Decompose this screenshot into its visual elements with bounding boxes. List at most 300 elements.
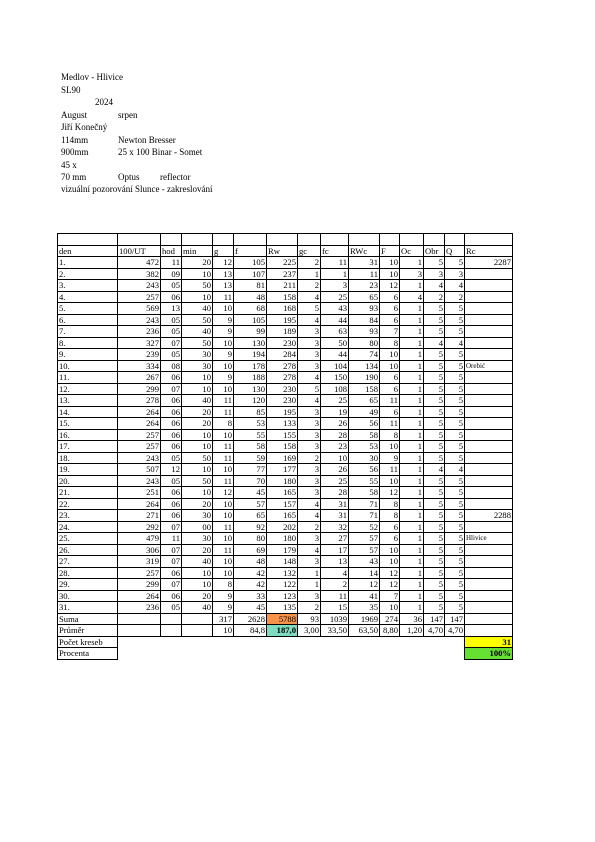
table-cell: 10	[380, 349, 400, 361]
table-cell: 11.	[58, 372, 118, 384]
table-cell: 26	[321, 464, 349, 476]
year-text: 2024	[95, 97, 113, 107]
table-cell: 5	[424, 579, 445, 591]
table-cell: 1	[400, 418, 424, 430]
table-cell: 1	[400, 349, 424, 361]
table-cell: 2287	[465, 257, 513, 269]
table-cell: 12.	[58, 383, 118, 395]
table-row	[58, 590, 513, 602]
table-cell: 11	[213, 452, 234, 464]
table-cell: 06	[161, 590, 182, 602]
table-row	[58, 441, 513, 453]
table-cell: 07	[161, 544, 182, 556]
table-cell: 48	[234, 556, 267, 568]
suma-cell: 93	[298, 613, 321, 625]
table-cell: 472	[118, 257, 161, 269]
table-cell: 1	[400, 452, 424, 464]
table-row	[58, 406, 513, 418]
table-cell: 104	[321, 360, 349, 372]
table-cell: 6	[380, 383, 400, 395]
table-cell: 22.	[58, 498, 118, 510]
table-cell: 20	[182, 257, 213, 269]
blank-cell	[234, 234, 267, 246]
table-cell: 8	[213, 418, 234, 430]
table-cell: 6	[380, 533, 400, 545]
table-header-row	[58, 245, 513, 257]
table-cell: 5	[445, 303, 465, 315]
table-cell: 10	[182, 372, 213, 384]
table-cell: 6	[380, 291, 400, 303]
table-cell: 5	[445, 452, 465, 464]
table-cell: 25	[321, 475, 349, 487]
table-cell	[465, 383, 513, 395]
table-cell: 1	[400, 556, 424, 568]
table-cell: 239	[118, 349, 161, 361]
table-cell: 180	[267, 533, 298, 545]
prumer-label: Průměr	[58, 625, 118, 637]
table-cell	[465, 567, 513, 579]
blank-cell	[380, 234, 400, 246]
blank-cell	[349, 234, 380, 246]
table-cell: 31	[321, 498, 349, 510]
table-cell: 33	[234, 590, 267, 602]
table-cell: 48	[234, 291, 267, 303]
table-cell: 292	[118, 521, 161, 533]
table-cell: 44	[321, 314, 349, 326]
empty-cell	[161, 625, 182, 637]
table-cell: 11	[161, 257, 182, 269]
table-cell: 5	[445, 567, 465, 579]
table-cell	[465, 349, 513, 361]
table-cell: 8	[380, 429, 400, 441]
table-cell: 3	[298, 590, 321, 602]
prumer-cell: 10	[213, 625, 234, 637]
table-cell	[465, 475, 513, 487]
table-cell: 50	[182, 475, 213, 487]
table-cell: 5	[424, 326, 445, 338]
table-cell: 06	[161, 372, 182, 384]
column-header: Rw	[267, 245, 298, 257]
table-cell: 1	[400, 337, 424, 349]
focal-text: 900mm	[61, 147, 89, 157]
table-cell: 41	[349, 590, 380, 602]
table-cell: 5	[424, 498, 445, 510]
table-cell: 382	[118, 268, 161, 280]
table-cell: 5	[445, 360, 465, 372]
table-cell: 5	[445, 533, 465, 545]
table-cell: 148	[267, 556, 298, 568]
table-cell: 28.	[58, 567, 118, 579]
table-cell: 4	[298, 544, 321, 556]
table-cell: 5	[424, 521, 445, 533]
table-cell: 19	[321, 406, 349, 418]
table-cell: 10	[380, 556, 400, 568]
table-cell: 299	[118, 579, 161, 591]
blank-cell	[298, 234, 321, 246]
month-cz-text: srpen	[118, 110, 138, 120]
table-cell: 3.	[58, 280, 118, 292]
table-cell: 1	[400, 487, 424, 499]
table-cell: 10	[213, 337, 234, 349]
table-cell: 13	[213, 268, 234, 280]
table-cell: 5	[424, 510, 445, 522]
aperture2-text: 70 mm	[61, 172, 87, 182]
prumer-cell: 187,0	[267, 625, 298, 637]
table-cell: 169	[267, 452, 298, 464]
table-cell: 243	[118, 280, 161, 292]
month-en-text: August	[61, 110, 88, 120]
table-cell: 10	[213, 567, 234, 579]
table-cell: 5	[424, 349, 445, 361]
table-cell: 2	[321, 579, 349, 591]
table-cell: 31.	[58, 602, 118, 614]
table-row	[58, 326, 513, 338]
table-cell: 07	[161, 521, 182, 533]
table-cell: 77	[234, 464, 267, 476]
table-cell: 06	[161, 567, 182, 579]
table-cell: 9	[213, 326, 234, 338]
table-cell: 3	[298, 441, 321, 453]
observer-text: Jiří Konečný	[61, 122, 108, 132]
prumer-cell: 33,50	[321, 625, 349, 637]
table-cell: 2288	[465, 510, 513, 522]
table-row	[58, 498, 513, 510]
table-cell: 264	[118, 406, 161, 418]
table-cell: 1	[400, 280, 424, 292]
table-cell: 05	[161, 349, 182, 361]
table-cell: 12	[380, 579, 400, 591]
table-cell: 267	[118, 372, 161, 384]
suma-row	[58, 613, 513, 625]
table-cell: 05	[161, 314, 182, 326]
table-cell: 5	[445, 406, 465, 418]
table-cell: 12	[161, 464, 182, 476]
table-cell: 24.	[58, 521, 118, 533]
table-cell: 19.	[58, 464, 118, 476]
table-cell: 569	[118, 303, 161, 315]
table-cell: 5	[424, 429, 445, 441]
table-cell: 15.	[58, 418, 118, 430]
table-cell: 257	[118, 441, 161, 453]
table-row	[58, 510, 513, 522]
table-cell: Orebić	[465, 360, 513, 372]
table-cell: 1	[400, 314, 424, 326]
table-row	[58, 533, 513, 545]
table-cell: 3	[298, 487, 321, 499]
table-cell: 134	[349, 360, 380, 372]
table-cell: 1	[400, 303, 424, 315]
table-cell: 236	[118, 602, 161, 614]
table-cell: 257	[118, 291, 161, 303]
table-cell: 06	[161, 418, 182, 430]
table-cell: 3	[298, 464, 321, 476]
table-cell: 5	[445, 544, 465, 556]
table-cell: 10	[380, 360, 400, 372]
table-cell: 4	[298, 395, 321, 407]
table-cell: 507	[118, 464, 161, 476]
table-cell: 5	[445, 475, 465, 487]
instrument2-text: Optus	[118, 172, 140, 182]
procenta-row	[58, 648, 513, 660]
table-cell: 71	[349, 498, 380, 510]
table-cell: 10	[182, 383, 213, 395]
table-cell: 194	[234, 349, 267, 361]
column-header: 100/UT	[118, 245, 161, 257]
table-cell: 85	[234, 406, 267, 418]
table-cell: 5	[424, 418, 445, 430]
table-row	[58, 556, 513, 568]
table-row	[58, 314, 513, 326]
binocular-text: 25 x 100 Binar - Somet	[118, 147, 203, 157]
table-cell: 1	[400, 372, 424, 384]
telescope-text: Newton Bresser	[118, 135, 176, 145]
prumer-row	[58, 625, 513, 637]
table-cell: 3	[298, 406, 321, 418]
table-cell: 133	[267, 418, 298, 430]
table-cell: 155	[267, 429, 298, 441]
table-cell: 327	[118, 337, 161, 349]
table-cell: 53	[234, 418, 267, 430]
table-cell: 284	[267, 349, 298, 361]
table-cell	[465, 487, 513, 499]
table-cell: 122	[267, 579, 298, 591]
pocet-value: 31	[465, 636, 513, 648]
table-cell: 278	[267, 372, 298, 384]
table-cell: 179	[267, 544, 298, 556]
table-cell: 278	[267, 360, 298, 372]
suma-cell: 2628	[234, 613, 267, 625]
table-cell: 1	[400, 590, 424, 602]
table-cell: 5	[424, 372, 445, 384]
table-cell: 20	[182, 406, 213, 418]
table-cell: 178	[234, 360, 267, 372]
table-cell: 6	[380, 303, 400, 315]
table-cell: 165	[267, 510, 298, 522]
empty-cell	[465, 625, 513, 637]
table-cell: 5	[445, 498, 465, 510]
table-cell: 44	[321, 349, 349, 361]
table-cell: 237	[267, 268, 298, 280]
table-cell: 28	[321, 429, 349, 441]
table-cell: 11	[380, 464, 400, 476]
table-cell: 479	[118, 533, 161, 545]
suma-cell: 1039	[321, 613, 349, 625]
table-cell: 195	[267, 314, 298, 326]
column-header: gc	[298, 245, 321, 257]
table-cell: 202	[267, 521, 298, 533]
table-cell: 4.	[58, 291, 118, 303]
table-cell: 05	[161, 475, 182, 487]
table-cell: 4	[298, 372, 321, 384]
table-cell: 6.	[58, 314, 118, 326]
column-header: Rc	[465, 245, 513, 257]
table-cell: 9	[213, 314, 234, 326]
table-cell: 10	[380, 602, 400, 614]
code-text: SL90	[61, 85, 81, 95]
table-cell: 3	[298, 556, 321, 568]
table-cell: 120	[234, 395, 267, 407]
table-cell: 57	[349, 533, 380, 545]
table-cell: 40	[182, 556, 213, 568]
table-cell: 158	[267, 291, 298, 303]
table-cell: 132	[267, 567, 298, 579]
aperture-text: 114mm	[61, 135, 89, 145]
table-cell: 10	[380, 257, 400, 269]
table-cell: 23	[349, 280, 380, 292]
table-cell: 99	[234, 326, 267, 338]
table-cell: 4	[445, 337, 465, 349]
table-row	[58, 280, 513, 292]
table-cell: 05	[161, 280, 182, 292]
table-cell: 10	[380, 475, 400, 487]
table-cell: 23.	[58, 510, 118, 522]
table-cell: 1	[400, 395, 424, 407]
table-cell: 43	[321, 303, 349, 315]
table-cell: 5	[445, 579, 465, 591]
spacer-cell	[118, 648, 465, 660]
table-cell: 30	[182, 349, 213, 361]
table-cell: 30	[182, 510, 213, 522]
table-cell: 10	[380, 441, 400, 453]
table-cell: 1	[400, 521, 424, 533]
empty-cell	[182, 613, 213, 625]
table-cell: 306	[118, 544, 161, 556]
table-cell: 1.	[58, 257, 118, 269]
table-cell: 55	[349, 475, 380, 487]
table-cell: 10	[182, 429, 213, 441]
table-cell: 8	[213, 579, 234, 591]
column-header: den	[58, 245, 118, 257]
table-cell: 17.	[58, 441, 118, 453]
table-cell: 06	[161, 429, 182, 441]
table-cell	[465, 441, 513, 453]
table-cell: 1	[400, 383, 424, 395]
column-header: min	[182, 245, 213, 257]
table-cell: 5	[424, 441, 445, 453]
table-row	[58, 418, 513, 430]
table-cell: 2	[424, 291, 445, 303]
table-cell: 5	[445, 441, 465, 453]
table-cell: 6	[380, 521, 400, 533]
table-cell: 92	[234, 521, 267, 533]
table-body	[58, 234, 513, 660]
table-cell	[465, 314, 513, 326]
table-cell: 105	[234, 257, 267, 269]
table-cell: 42	[234, 567, 267, 579]
table-cell: 5	[424, 257, 445, 269]
table-cell: 5	[424, 544, 445, 556]
table-cell: 40	[182, 395, 213, 407]
suma-cell: 5788	[267, 613, 298, 625]
table-cell: 25	[321, 291, 349, 303]
table-cell: 13.	[58, 395, 118, 407]
table-row	[58, 602, 513, 614]
table-cell: 10	[213, 498, 234, 510]
table-cell: 30	[349, 452, 380, 464]
table-cell	[465, 544, 513, 556]
table-cell: 30.	[58, 590, 118, 602]
table-row	[58, 383, 513, 395]
table-cell: 2	[298, 452, 321, 464]
table-cell: 05	[161, 602, 182, 614]
table-cell	[465, 395, 513, 407]
table-cell: 5	[445, 429, 465, 441]
table-cell	[465, 372, 513, 384]
table-cell: 1	[400, 441, 424, 453]
table-cell: 25.	[58, 533, 118, 545]
table-cell: 16.	[58, 429, 118, 441]
table-cell: 8	[380, 498, 400, 510]
table-cell: 2	[298, 257, 321, 269]
suma-cell: 1969	[349, 613, 380, 625]
table-cell: 40	[182, 326, 213, 338]
table-cell: 1	[400, 498, 424, 510]
table-cell: 18.	[58, 452, 118, 464]
prumer-cell: 4,70	[445, 625, 465, 637]
table-cell: 11	[321, 590, 349, 602]
table-cell: 11	[213, 544, 234, 556]
blank-cell	[321, 234, 349, 246]
table-cell: 25	[321, 395, 349, 407]
table-cell: 1	[400, 360, 424, 372]
blank-cell	[465, 234, 513, 246]
table-cell: 57	[234, 498, 267, 510]
table-cell: 230	[267, 383, 298, 395]
table-cell: 11	[213, 521, 234, 533]
table-cell: 5	[298, 303, 321, 315]
table-cell: 06	[161, 441, 182, 453]
table-cell: 7.	[58, 326, 118, 338]
table-cell: 4	[298, 498, 321, 510]
table-cell: 1	[400, 429, 424, 441]
table-cell: 5	[445, 257, 465, 269]
pocet-row	[58, 636, 513, 648]
table-cell: 10	[213, 360, 234, 372]
table-cell: 5	[445, 418, 465, 430]
table-cell: 12	[380, 567, 400, 579]
blank-cell	[445, 234, 465, 246]
table-cell: 6	[380, 314, 400, 326]
table-cell: 5	[445, 487, 465, 499]
table-cell: Hlivice	[465, 533, 513, 545]
table-cell: 5	[445, 521, 465, 533]
table-cell	[465, 406, 513, 418]
magnification-text: 45 x	[61, 160, 77, 170]
suma-cell: 147	[445, 613, 465, 625]
table-cell: 3	[298, 418, 321, 430]
table-cell: 3	[400, 268, 424, 280]
table-cell: 42	[234, 579, 267, 591]
table-cell: 190	[349, 372, 380, 384]
table-cell: 55	[234, 429, 267, 441]
table-cell: 10	[213, 510, 234, 522]
prumer-cell: 63,50	[349, 625, 380, 637]
column-header: F	[380, 245, 400, 257]
table-cell: 23	[321, 441, 349, 453]
table-cell: 43	[349, 556, 380, 568]
table-cell: 59	[234, 452, 267, 464]
table-cell: 27.	[58, 556, 118, 568]
table-cell	[465, 452, 513, 464]
table-cell: 264	[118, 590, 161, 602]
table-cell: 53	[349, 441, 380, 453]
column-header: RWc	[349, 245, 380, 257]
table-cell: 12	[380, 487, 400, 499]
table-row	[58, 360, 513, 372]
table-cell: 4	[424, 464, 445, 476]
table-cell: 50	[321, 337, 349, 349]
table-cell: 20	[182, 590, 213, 602]
